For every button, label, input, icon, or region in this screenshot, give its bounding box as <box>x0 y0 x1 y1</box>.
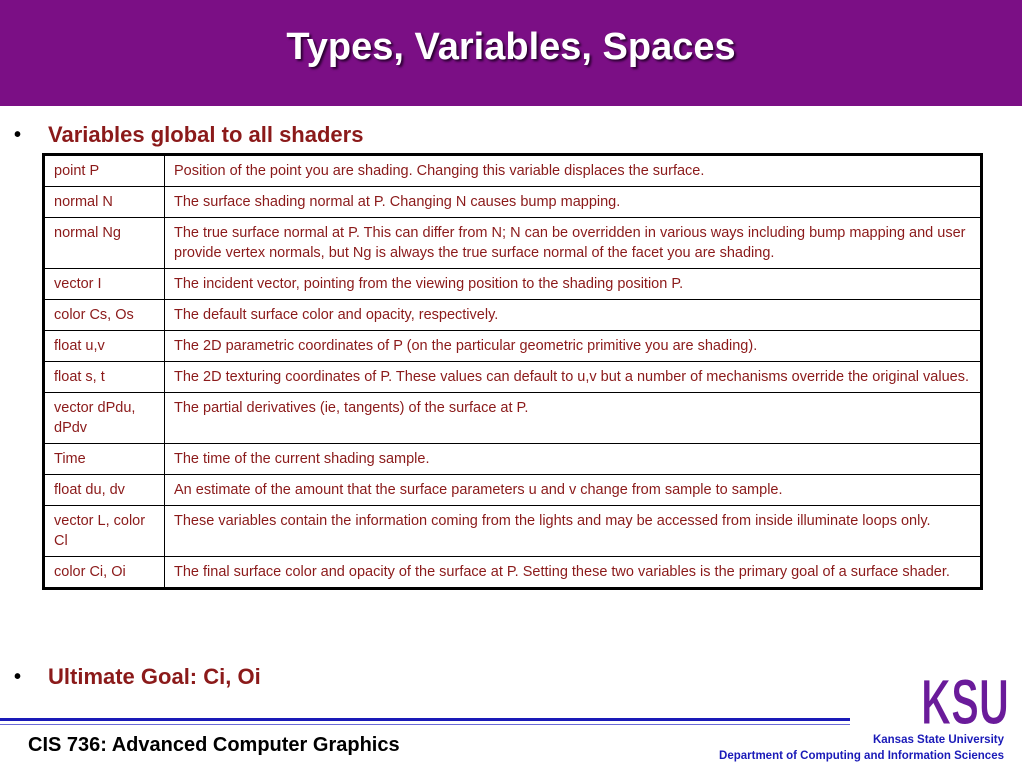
variable-description-cell: The 2D texturing coordinates of P. These values can default to u,v but a number of mechanisms override the original values. <box>165 362 982 393</box>
variable-description-cell: The 2D parametric coordinates of P (on the particular geometric primitive you are shading). <box>165 331 982 362</box>
variable-description-cell: The partial derivatives (ie, tangents) of the surface at P. <box>165 393 982 444</box>
bullet-ultimate-goal-text: Ultimate Goal: Ci, Oi <box>48 664 261 689</box>
variable-description-cell: The incident vector, pointing from the viewing position to the shading position P. <box>165 269 982 300</box>
variable-name-cell: float u,v <box>44 331 165 362</box>
bullet-marker: • <box>14 665 22 688</box>
variable-name-cell: vector I <box>44 269 165 300</box>
table-row <box>44 475 982 506</box>
bullet-variables <box>14 122 363 148</box>
university-name: Kansas State University <box>872 734 1004 746</box>
variable-name-cell: color Ci, Oi <box>44 557 165 589</box>
table-row <box>44 269 982 300</box>
variable-description-cell: The default surface color and opacity, respectively. <box>165 300 982 331</box>
variable-name-cell: normal Ng <box>44 218 165 269</box>
department-name: Department of Computing and Information Sciences <box>719 750 1004 762</box>
table-row <box>44 331 982 362</box>
ksu-logo-text: KSU <box>921 666 1009 732</box>
variable-description-cell: The surface shading normal at P. Changing N causes bump mapping. <box>165 187 982 218</box>
bullet-ultimate-goal <box>14 664 261 690</box>
bullet-variables-text: Variables global to all shaders <box>48 122 364 147</box>
variable-description-cell: These variables contain the information coming from the lights and may be accessed from inside illuminate loops only. <box>165 506 982 557</box>
footer-divider-thin <box>0 724 850 725</box>
table-row <box>44 155 982 187</box>
variables-table-body <box>44 155 982 589</box>
variable-description-cell: The final surface color and opacity of the surface at P. Setting these two variables is the primary goal of a surface shader. <box>165 557 982 589</box>
variable-description-cell: Position of the point you are shading. Changing this variable displaces the surface. <box>165 155 982 187</box>
table-row <box>44 300 982 331</box>
slide-title: Types, Variables, Spaces <box>286 26 736 68</box>
variable-name-cell: point P <box>44 155 165 187</box>
variable-name-cell: float du, dv <box>44 475 165 506</box>
table-row <box>44 393 982 444</box>
table-row <box>44 444 982 475</box>
table-row <box>44 362 982 393</box>
bullet-marker: • <box>14 123 22 146</box>
table-row <box>44 187 982 218</box>
footer-divider <box>0 718 850 721</box>
variable-name-cell: vector L, color Cl <box>44 506 165 557</box>
table-row <box>44 218 982 269</box>
variables-table <box>42 153 983 590</box>
ksu-logo <box>919 662 1011 732</box>
title-bar <box>0 0 1024 106</box>
course-name: CIS 736: Advanced Computer Graphics <box>28 734 400 756</box>
variable-description-cell: The true surface normal at P. This can differ from N; N can be overridden in various ways including bump mapping and user provide vertex normals, but Ng is always the true surface normal of the facet you are shading. <box>165 218 982 269</box>
table-row <box>44 557 982 589</box>
variable-name-cell: Time <box>44 444 165 475</box>
variable-name-cell: vector dPdu, dPdv <box>44 393 165 444</box>
variable-description-cell: The time of the current shading sample. <box>165 444 982 475</box>
university-block <box>719 732 1004 764</box>
table-row <box>44 506 982 557</box>
variable-name-cell: float s, t <box>44 362 165 393</box>
variable-description-cell: An estimate of the amount that the surface parameters u and v change from sample to sample. <box>165 475 982 506</box>
variable-name-cell: normal N <box>44 187 165 218</box>
variable-name-cell: color Cs, Os <box>44 300 165 331</box>
